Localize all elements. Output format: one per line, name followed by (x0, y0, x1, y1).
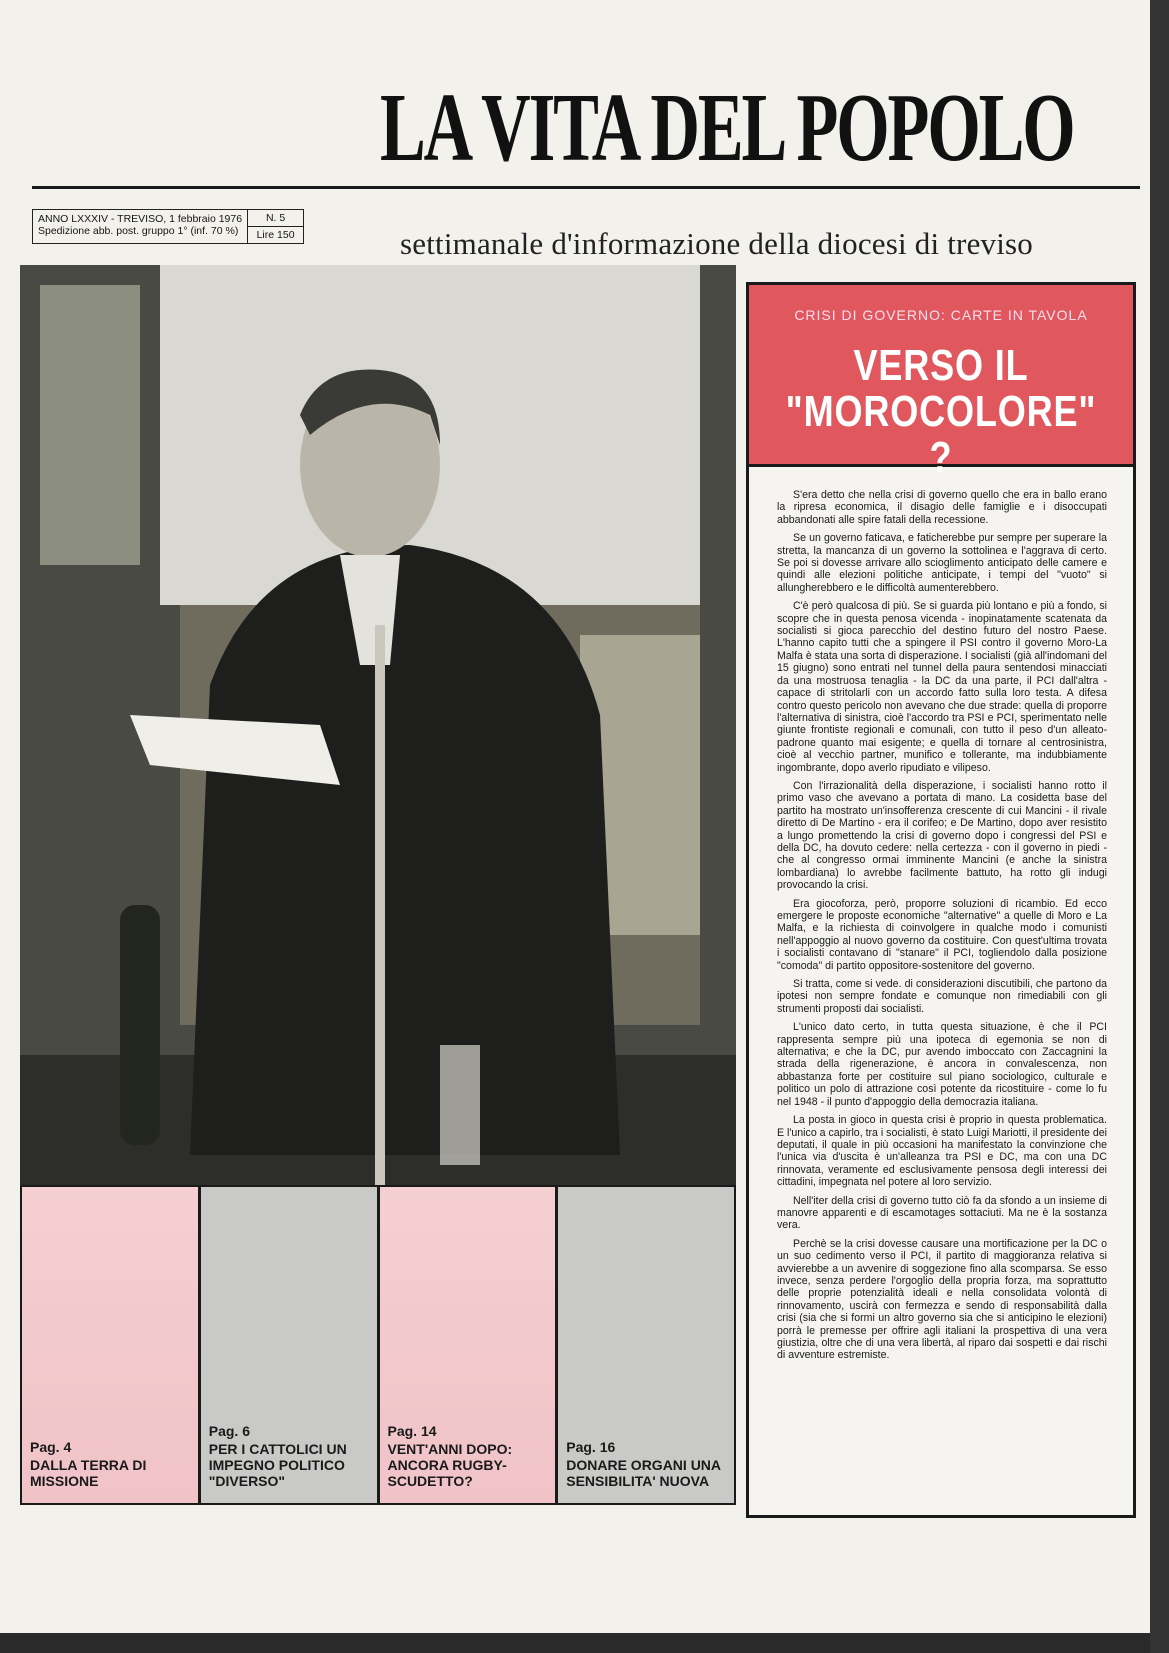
issue-number: N. 5 (248, 210, 303, 227)
article-kicker: CRISI DI GOVERNO: CARTE IN TAVOLA (794, 307, 1088, 323)
teaser-title: DALLA TERRA DI MISSIONE (30, 1457, 147, 1489)
teaser-page-4[interactable] (22, 1187, 198, 1503)
article-paragraph: Nell'iter della crisi di governo tutto ciò fa da sfondo a un insieme di manovre apparenti e di escamotages sottaciuti. Ma ne è la sostanza vera. (777, 1194, 1107, 1232)
article-paragraph: S'era detto che nella crisi di governo quello che era in ballo erano la ripresa economica, il disagio delle famiglie e i disoccupati abbandonati alle spire fatali della recessione. (777, 489, 1107, 526)
teaser-title: PER I CATTOLICI UN IMPEGNO POLITICO "DIVERSO" (208, 1441, 347, 1489)
issue-year-date: ANNO LXXXIV - TREVISO, 1 febbraio 1976 (38, 213, 243, 225)
teaser-page: Pag. 16 (566, 1439, 616, 1455)
issue-info-box (32, 209, 304, 244)
teaser-page-14[interactable] (380, 1187, 556, 1503)
inside-teasers (20, 1185, 736, 1505)
lead-article (746, 282, 1136, 1518)
article-paragraph: Con l'irrazionalità della disperazione, i socialisti hanno rotto il primo vaso che avevano a portata di mano. La cosidetta base del partito ha mostrato un'insofferenza crescente di cui Mancini - il rivale diretto di De Martino - era il corifeo; e De Martino, dopo aver resistito a lungo promettendo la crisi di governo dopo i congressi del PSI e della DC, ha dovuto cedere: nella certezza - con il governo in piedi - che al congresso ormai imminente Mancini (e anche la sinistra lombardiana) lo avrebbe facilmente battuto, ha rotto gli indugi provocando la crisi. (777, 779, 1107, 892)
teaser-page-16[interactable] (558, 1187, 734, 1503)
article-body (749, 467, 1133, 1362)
article-paragraph: Se un governo faticava, e faticherebbe pur sempre per superare la stretta, la mancanza di un governo la sottolinea e l'aggrava di certo. Se poi si dovesse arrivare allo scioglimento anticipato delle camere e quindi alle elezioni politiche anticipate, i tempi del "vuoto" si allungherebbero e le difficoltà aumenterebbero. (777, 532, 1107, 594)
issue-price: Lire 150 (256, 229, 295, 241)
scan-border-right (1150, 0, 1169, 1653)
headline-line-1: VERSO IL (853, 341, 1029, 390)
teaser-title: VENT'ANNI DOPO: ANCORA RUGBY-SCUDETTO? (387, 1441, 513, 1489)
masthead-rule (32, 186, 1140, 189)
teaser-page-6[interactable] (201, 1187, 377, 1503)
article-paragraph: Si tratta, come si vede. di considerazioni discutibili, che partono da ipotesi non sempre fondate e comunque non rimediabili con gli strumenti proposti dai socialisti. (777, 978, 1107, 1015)
article-paragraph: C'è però qualcosa di più. Se si guarda più lontano e più a fondo, si scopre che in questa penosa vicenda - inopinatamente scatenata da socialisti si gioca parecchio del destino futuro del nostro Paese. L'hanno capito tutti che a spingere il PSI contro il governo Moro-La Malfa è stata una sorta di disperazione. I socialisti (già all'indomani del 15 giugno) sono entrati nel tunnel della paura sentendosi minacciati da una mostruosa tenaglia - la DC da una parte, il PCI dall'altra - capace di stritolarli con un accordo fatto sulla loro testa. A difesa contro questo pericolo non avevano che due strade: quella di proporre l'alternativa di sinistra, cioè l'accordo tra PSI e PCI, sperimentato nelle giunte frontiste regionali e comunali, con tutto il peso d'un alleato-padrone quanto mai esigente; e quella di tornare al centrosinistra, cioè al vecchio partner, munifico e tollerante, ma indubbiamente ingombrante, dopo averlo ripudiato e vilipeso. (777, 600, 1108, 774)
masthead-subtitle: settimanale d'informazione della diocesi di treviso (400, 226, 1034, 261)
teaser-page: Pag. 14 (387, 1423, 437, 1439)
headline-line-2: "MOROCOLORE" ? (785, 387, 1097, 482)
article-headline (784, 343, 1099, 481)
teaser-page: Pag. 6 (208, 1423, 250, 1439)
article-header (749, 285, 1133, 482)
article-paragraph: Perchè se la crisi dovesse causare una mortificazione per la DC o un suo cedimento verso il PCI, il partito di maggioranza relativa si avvierebbe a un avvenire di soggezione fino alla scomparsa. Se esso invece, senza perdere l'orgoglio della propria forza, ma soprattutto delle proprie potenzialità ideali e nella consolidata volontà di rinnovamento, uscirà con fermezza e sendo di responsabilità dalla crisi (sia che si formi un altro governo sia che si anticipino le elezioni) porrà le premesse per offrire agli italiani la prospettiva di una vera giustizia, oltre che di una vera libertà, al riparo dai sospetti e dai rischi di avventure estremiste. (777, 1237, 1107, 1362)
postal-info: Spedizione abb. post. gruppo 1° (inf. 70 %) (38, 225, 239, 237)
scan-border-bottom (0, 1633, 1169, 1653)
article-paragraph: Era giocoforza, però, proporre soluzioni di ricambio. Ed ecco emergere le proposte economiche "alternative" a quelle di Moro e La Malfa, e la richiesta di coinvolgere in qualche modo i comunisti nell'appoggio al nuovo governo da costituire. Con quest'ultima trovata i socialisti contavano di "stanare" il PCI, togliendolo dalla posizione "comoda" di partito oppositore-sostenitore del governo. (777, 897, 1107, 972)
cover-photo (20, 265, 736, 1185)
masthead-title: LA VITA DEL POPOLO (380, 74, 1074, 182)
article-paragraph: L'unico dato certo, in tutta questa situazione, è che il PCI rappresenta sempre più una ipoteca di egemonia se non di alternativa; e che la DC, pur avendo imboccato con Zaccagnini la strada della rigenerazione, è ancora in convalescenza, non abbastanza forte per costituire sul piano sociologico, culturale e politico un polo di attrazione così potente da ricostituire - come lo fu nel 1948 - il punto d'appoggio della democrazia italiana. (777, 1021, 1107, 1108)
teaser-page: Pag. 4 (30, 1439, 72, 1455)
article-paragraph: La posta in gioco in questa crisi è proprio in questa problematica. E l'unico a capirlo, tra i socialisti, è stato Luigi Mariotti, il presidente dei deputati, il quale in più occasioni ha manifestato la convinzione che l'unica via d'uscita è un'alleanza tra PSI e DC, ma con una DC rinnovata, veramente ed esclusivamente pensosa degli interessi dei cittadini, impegnata nel potere al loro servizio. (777, 1114, 1107, 1189)
teaser-title: DONARE ORGANI UNA SENSIBILITA' NUOVA (566, 1457, 721, 1489)
